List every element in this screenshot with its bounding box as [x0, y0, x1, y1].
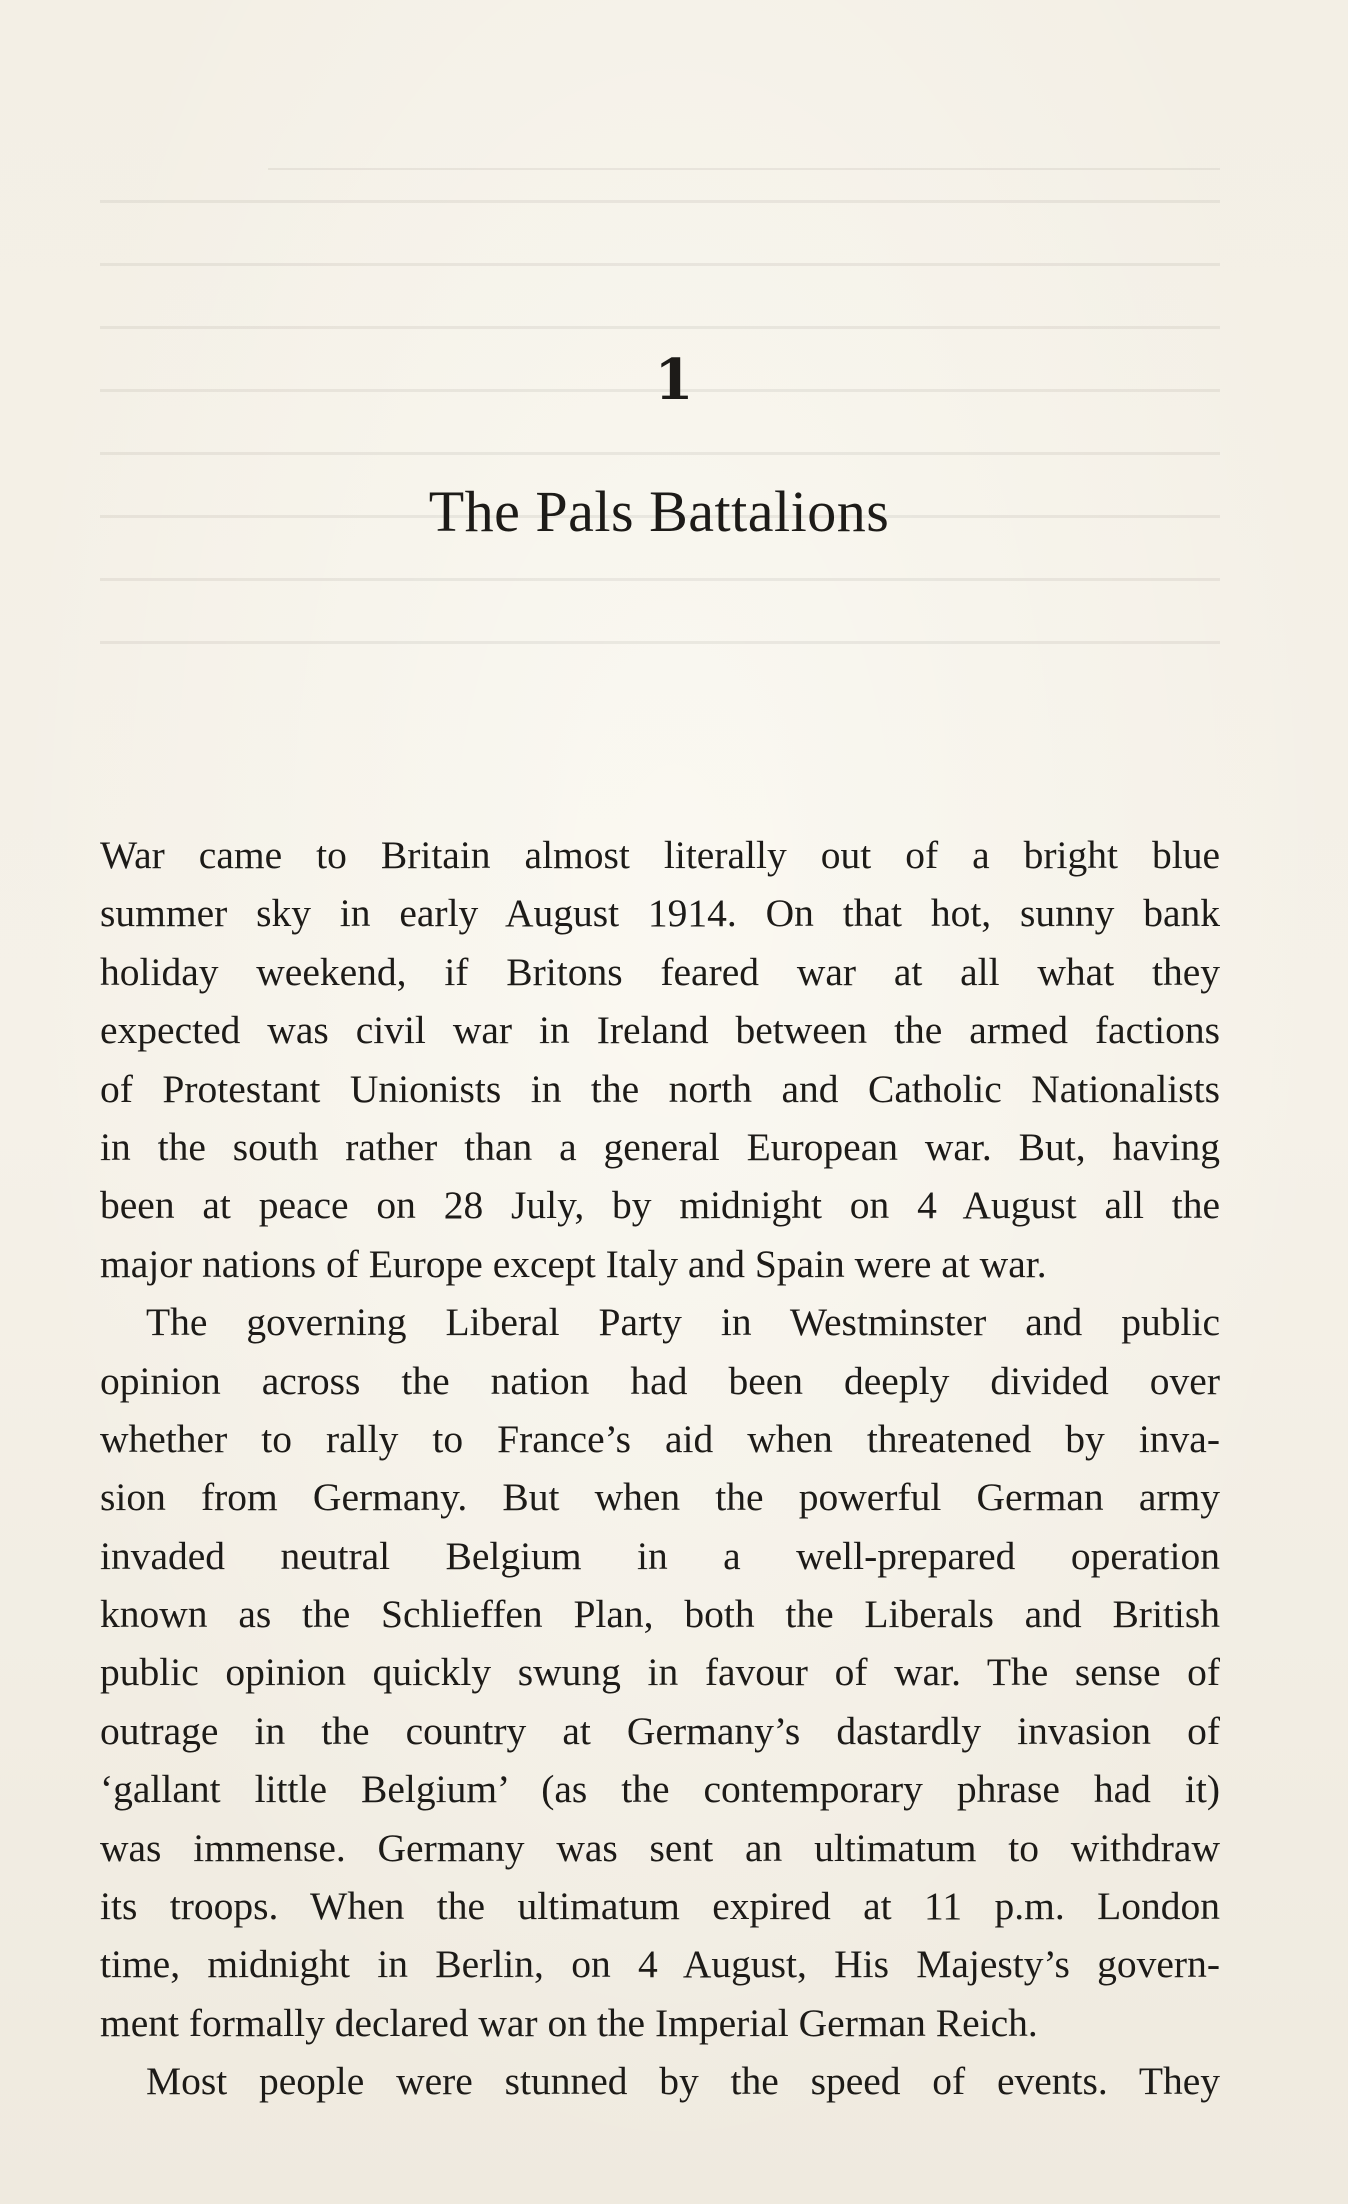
text-line: known as the Schlieffen Plan, both the Liberals and British [100, 1592, 1220, 1637]
text-line: The governing Liberal Party in Westminster and public [146, 1300, 1220, 1345]
show-through-text [100, 110, 1220, 830]
paragraph-3 [100, 2052, 1220, 2110]
text-line: invaded neutral Belgium in a well-prepared operation [100, 1533, 1220, 1578]
text-line: opinion across the nation had been deeply divided over [100, 1358, 1220, 1403]
text-line: whether to rally to France’s aid when threatened by inva- [100, 1416, 1220, 1461]
chapter-title: The Pals Battalions [428, 479, 890, 544]
text-line: in the south rather than a general European war. But, having [100, 1124, 1220, 1169]
chapter-number: 1 [654, 347, 694, 413]
text-line: Most people were stunned by the speed of events. They [146, 2059, 1220, 2104]
text-line: holiday weekend, if Britons feared war at all what they [100, 949, 1220, 994]
paragraph-2 [100, 1293, 1220, 2052]
paragraph-1 [100, 826, 1220, 1293]
text-line: ment formally declared war on the Imperial German Reich. [100, 2000, 1038, 2045]
text-line: summer sky in early August 1914. On that hot, sunny bank [100, 891, 1220, 936]
text-line: sion from Germany. But when the powerful German army [100, 1475, 1220, 1520]
text-line: its troops. When the ultimatum expired at 11 p.m. London [100, 1884, 1220, 1929]
text-line: been at peace on 28 July, by midnight on 4 August all the [100, 1183, 1220, 1228]
text-line: War came to Britain almost literally out of a bright blue [100, 833, 1220, 877]
text-line: public opinion quickly swung in favour of war. The sense of [100, 1650, 1220, 1695]
chapter-body [100, 826, 1220, 2111]
text-line: time, midnight in Berlin, on 4 August, His Majesty’s govern- [100, 1942, 1220, 1987]
text-line: ‘gallant little Belgium’ (as the contemporary phrase had it) [100, 1767, 1220, 1812]
text-line: of Protestant Unionists in the north and Catholic Nationalists [100, 1066, 1220, 1111]
text-line: outrage in the country at Germany’s dastardly invasion of [100, 1708, 1220, 1753]
text-line: expected was civil war in Ireland between the armed factions [100, 1008, 1220, 1053]
text-line: was immense. Germany was sent an ultimatum to withdraw [100, 1825, 1220, 1870]
text-line: major nations of Europe except Italy and Spain were at war. [100, 1241, 1047, 1286]
